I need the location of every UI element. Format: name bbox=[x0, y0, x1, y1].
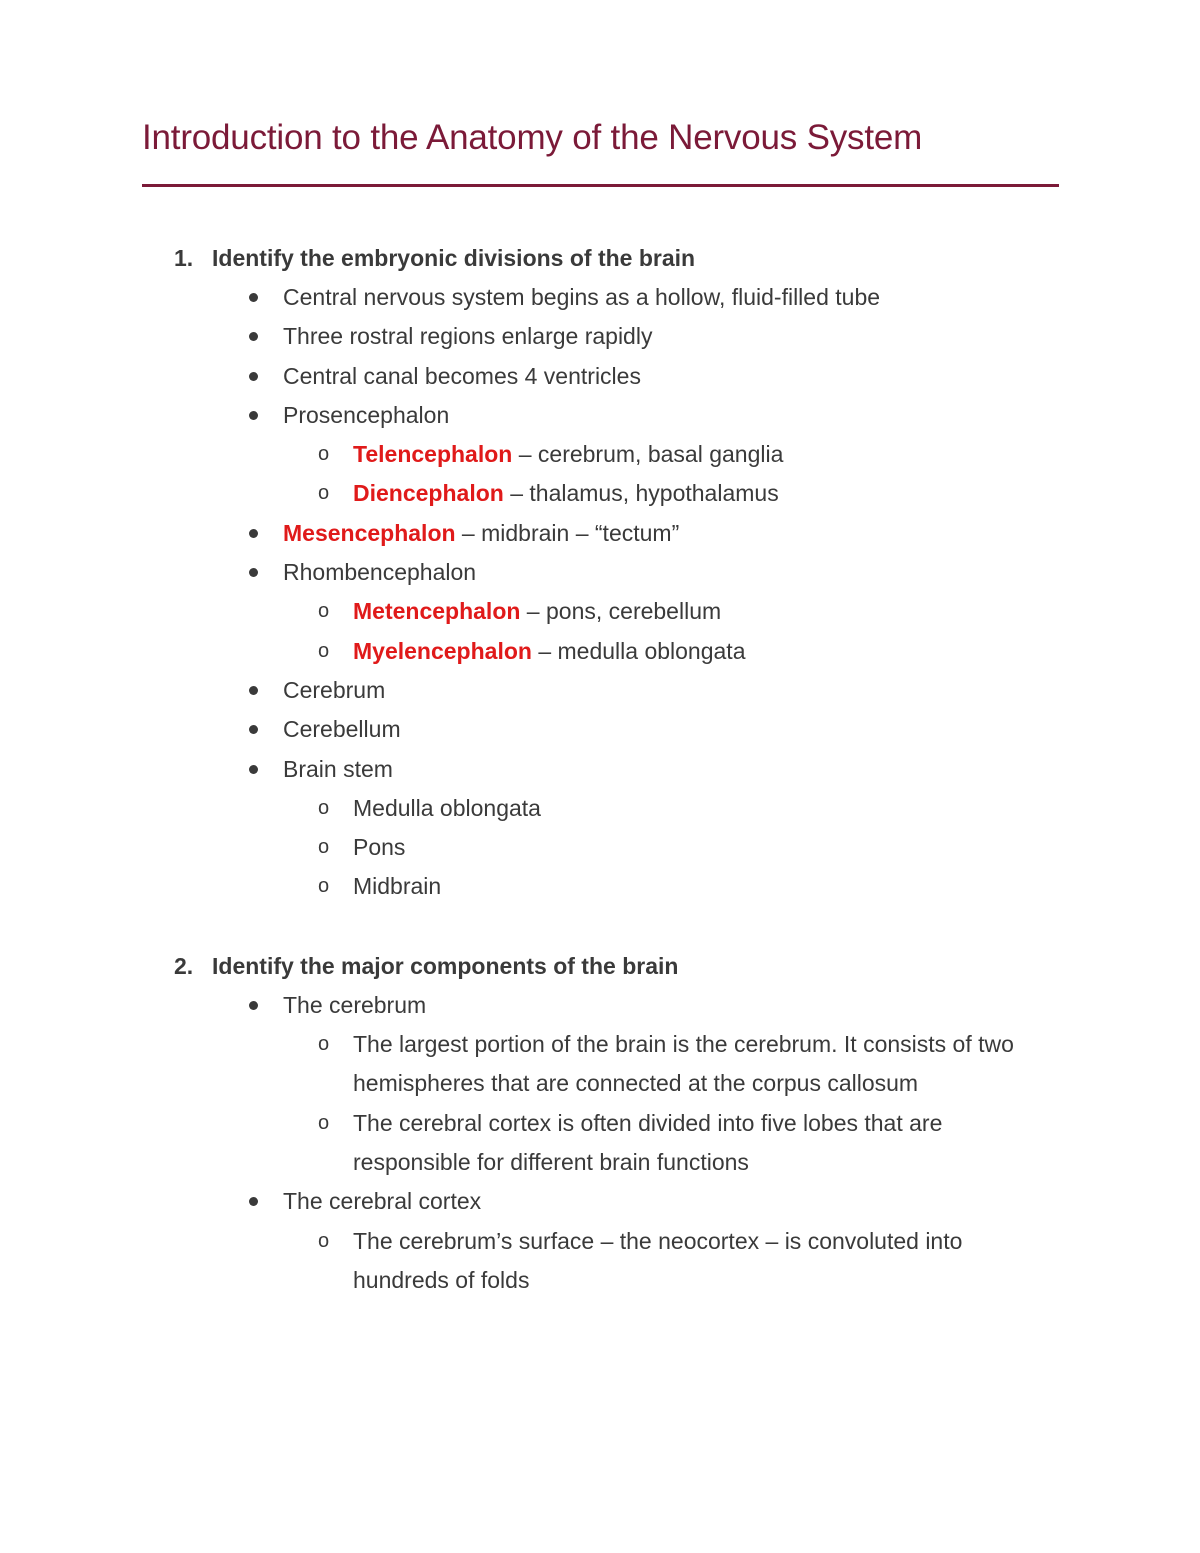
sub-list-item: o Diencephalon – thalamus, hypothalamus bbox=[0, 474, 1053, 513]
sub-list-item: o Myelencephalon – medulla oblongata bbox=[0, 632, 1053, 671]
bullet-circle-icon: o bbox=[318, 1229, 330, 1252]
highlight-term: Mesencephalon bbox=[283, 519, 456, 546]
list-item: Central nervous system begins as a hollow, fluid-filled tube bbox=[0, 278, 1200, 317]
bullet-circle-icon: o bbox=[318, 836, 330, 859]
title-rule bbox=[142, 184, 1059, 187]
sub-list-item: o The cerebrum’s surface – the neocortex – is convoluted into hundreds of folds bbox=[0, 1222, 1053, 1301]
bullet-list bbox=[0, 986, 1200, 1300]
bullet-circle-icon: o bbox=[318, 600, 330, 623]
bullet-circle-icon: o bbox=[318, 875, 330, 898]
bullet-circle-icon: o bbox=[318, 1111, 330, 1134]
section-heading bbox=[0, 946, 1200, 986]
bullet-circle-icon: o bbox=[318, 796, 330, 819]
bullet-dot-icon bbox=[249, 725, 258, 734]
bullet-circle-icon: o bbox=[318, 1033, 330, 1056]
list-item: The cerebrum bbox=[0, 986, 1200, 1025]
section-embryonic-divisions bbox=[0, 238, 1200, 907]
bullet-dot-icon bbox=[249, 411, 258, 420]
bullet-circle-icon: o bbox=[318, 639, 330, 662]
list-item: Cerebellum bbox=[0, 710, 1200, 749]
bullet-dot-icon bbox=[249, 529, 258, 538]
list-item: Central canal becomes 4 ventricles bbox=[0, 357, 1200, 396]
section-number: 1. bbox=[174, 245, 194, 271]
list-item: Cerebrum bbox=[0, 671, 1200, 710]
sub-list-item: o Pons bbox=[0, 828, 1053, 867]
section-heading-text: Identify the embryonic divisions of the brain bbox=[212, 245, 696, 271]
sub-list-item: o Telencephalon – cerebrum, basal ganglia bbox=[0, 435, 1053, 474]
list-item: Rhombencephalon bbox=[0, 553, 1200, 592]
bullet-dot-icon bbox=[249, 1197, 258, 1206]
bullet-dot-icon bbox=[249, 686, 258, 695]
sub-list-item: o Medulla oblongata bbox=[0, 789, 1053, 828]
bullet-dot-icon bbox=[249, 332, 258, 341]
list-item: Three rostral regions enlarge rapidly bbox=[0, 317, 1200, 356]
sub-list-item: o Metencephalon – pons, cerebellum bbox=[0, 592, 1053, 631]
list-item: Prosencephalon bbox=[0, 396, 1200, 435]
highlight-term: Myelencephalon bbox=[353, 637, 532, 664]
list-item: Brain stem bbox=[0, 750, 1200, 789]
bullet-circle-icon: o bbox=[318, 443, 330, 466]
page-title: Introduction to the Anatomy of the Nervous System bbox=[142, 118, 923, 157]
bullet-dot-icon bbox=[249, 372, 258, 381]
sub-list-item: o The cerebral cortex is often divided into five lobes that are responsible for different brain functions bbox=[0, 1104, 1053, 1183]
list-item: The cerebral cortex bbox=[0, 1182, 1200, 1221]
highlight-term: Diencephalon bbox=[353, 480, 504, 507]
bullet-dot-icon bbox=[249, 765, 258, 774]
highlight-term: Metencephalon bbox=[353, 598, 521, 625]
bullet-dot-icon bbox=[249, 568, 258, 577]
sub-list-item: o Midbrain bbox=[0, 867, 1053, 906]
bullet-list bbox=[0, 278, 1200, 907]
bullet-dot-icon bbox=[249, 293, 258, 302]
list-item: Mesencephalon – midbrain – “tectum” bbox=[0, 514, 1200, 553]
section-heading-text: Identify the major components of the brain bbox=[212, 952, 679, 979]
document-body bbox=[0, 238, 1200, 1300]
bullet-dot-icon bbox=[249, 1001, 258, 1010]
sub-list-item: o The largest portion of the brain is the cerebrum. It consists of two hemispheres that are connected at the corpus callosum bbox=[0, 1025, 1053, 1104]
section-major-components bbox=[0, 946, 1200, 1300]
bullet-circle-icon: o bbox=[318, 482, 330, 505]
section-number: 2. bbox=[174, 952, 194, 979]
section-heading bbox=[0, 238, 1200, 278]
highlight-term: Telencephalon bbox=[353, 441, 513, 468]
